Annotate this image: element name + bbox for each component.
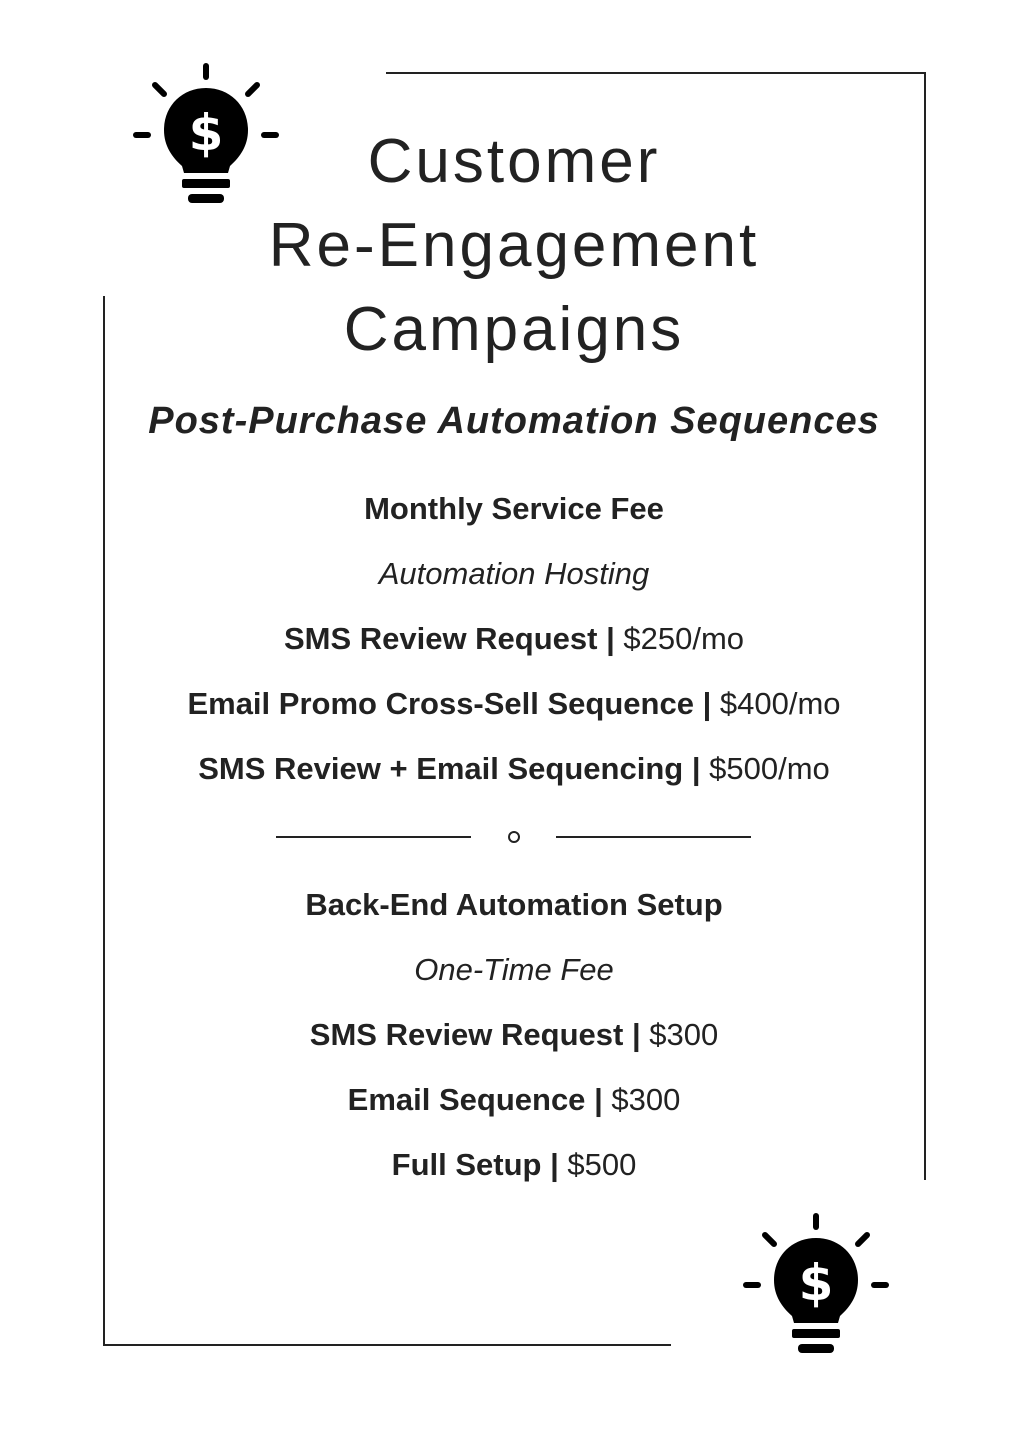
- divider-dot: [508, 831, 520, 843]
- section-title: Monthly Service Fee: [364, 491, 664, 526]
- dollar-glyph: $: [188, 104, 224, 162]
- page-subtitle: Post-Purchase Automation Sequences: [148, 400, 880, 442]
- price-row: [110, 671, 918, 736]
- separator: |: [691, 751, 710, 786]
- monthly-fee-section: [110, 476, 918, 801]
- item-price: $300: [611, 1082, 681, 1117]
- item-price: $500/mo: [709, 751, 830, 786]
- title-line: Campaigns: [343, 295, 685, 364]
- item-price: $250/mo: [623, 621, 745, 656]
- lightbulb-dollar-icon: [736, 1210, 896, 1370]
- item-name: Full Setup: [391, 1147, 542, 1182]
- item-price: $300: [649, 1017, 719, 1052]
- separator: |: [631, 1017, 650, 1052]
- dollar-glyph: $: [798, 1254, 834, 1312]
- frame-right-line: [924, 72, 926, 1180]
- setup-fee-section: [110, 872, 918, 1197]
- frame-top-line: [386, 72, 926, 74]
- page-title: [160, 120, 868, 372]
- price-row: [110, 1002, 918, 1067]
- item-name: SMS Review Request: [309, 1017, 624, 1052]
- price-row: [110, 606, 918, 671]
- item-name: SMS Review + Email Sequencing: [198, 751, 684, 786]
- price-row: [110, 1067, 918, 1132]
- item-price: $400/mo: [719, 686, 841, 721]
- price-row: [110, 736, 918, 801]
- frame-bottom-line: [103, 1344, 671, 1346]
- section-title: Back-End Automation Setup: [305, 887, 723, 922]
- item-name: Email Sequence: [347, 1082, 586, 1117]
- divider-line-left: [276, 836, 471, 838]
- section-divider: [276, 826, 754, 848]
- separator: |: [594, 1082, 612, 1117]
- item-name: SMS Review Request: [283, 621, 598, 656]
- separator: |: [702, 686, 720, 721]
- section-note: One-Time Fee: [414, 952, 614, 987]
- section-note: Automation Hosting: [378, 556, 650, 591]
- frame-left-line: [103, 296, 105, 1346]
- title-line: Customer: [367, 127, 661, 196]
- divider-line-right: [556, 836, 751, 838]
- item-name: Email Promo Cross-Sell Sequence: [187, 686, 694, 721]
- price-row: [110, 1132, 918, 1197]
- separator: |: [550, 1147, 568, 1182]
- title-line: Re-Engagement: [268, 211, 760, 280]
- separator: |: [606, 621, 624, 656]
- item-price: $500: [567, 1147, 637, 1182]
